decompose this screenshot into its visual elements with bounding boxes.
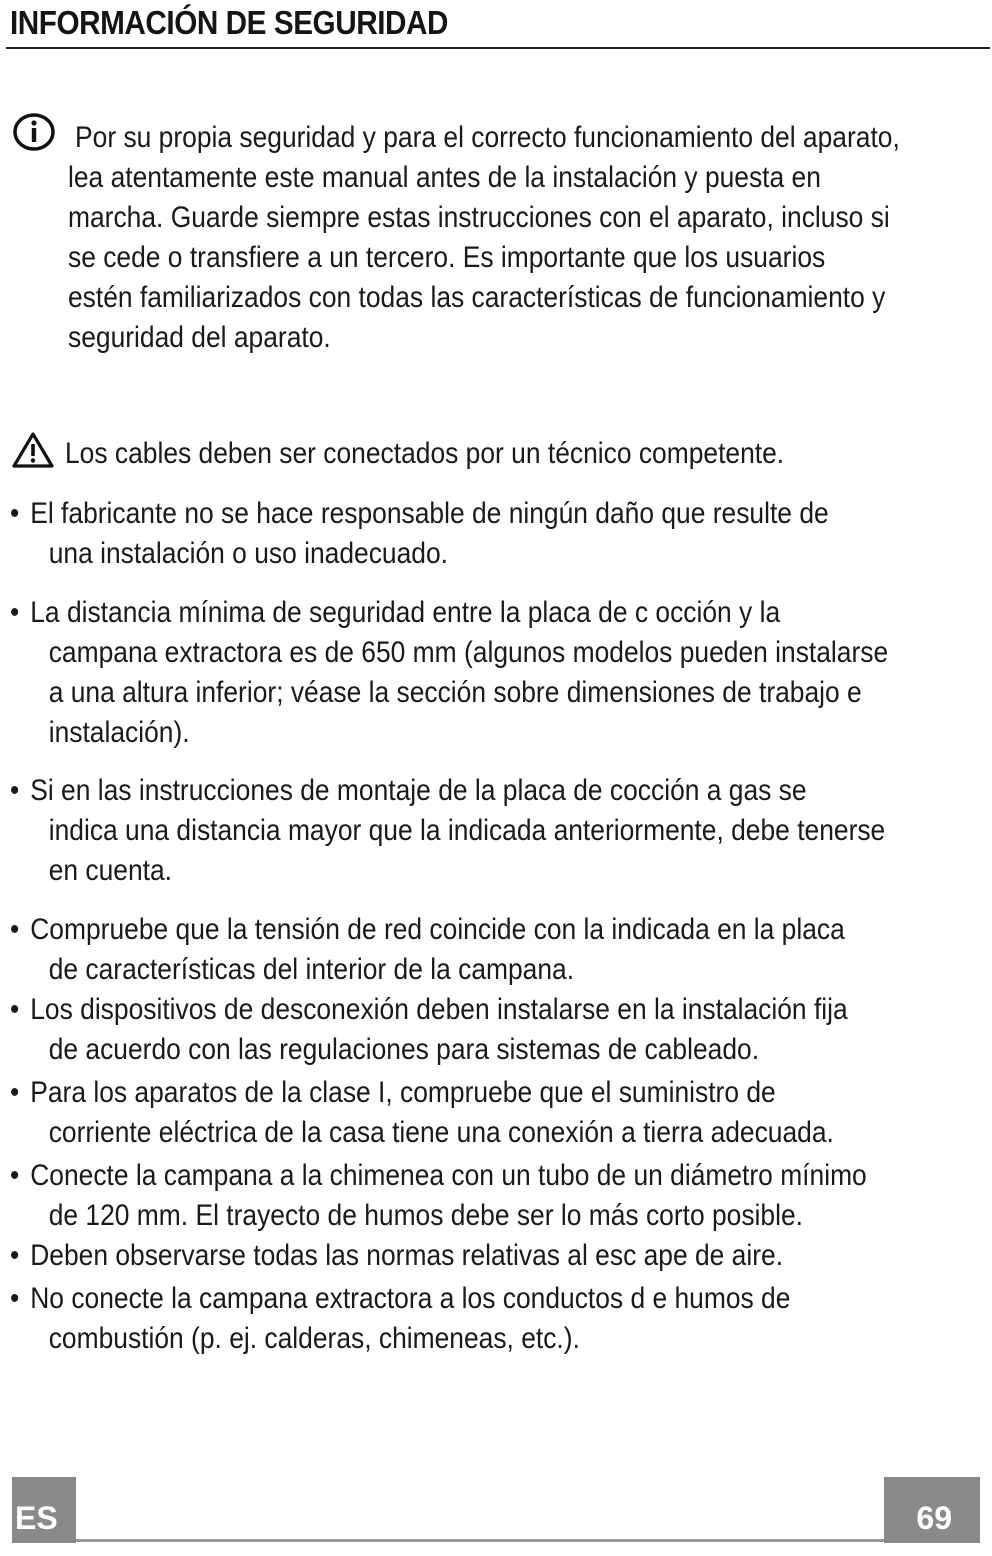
list-item-line: Los dispositivos de desconexión deben instalarse en la instalación fija <box>30 993 848 1026</box>
list-item-line: en cuenta. <box>48 854 173 887</box>
list-item-line: instalación). <box>48 716 190 749</box>
page-number-tab <box>884 1477 980 1543</box>
footer-divider <box>76 1539 884 1542</box>
intro-line: lea atentamente este manual antes de la instalación y puesta en <box>68 161 821 194</box>
list-item-line: indica una distancia mayor que la indicada anteriormente, debe tenerse <box>48 814 886 847</box>
list-item-line: de 120 mm. El trayecto de humos debe ser lo más corto posible. <box>48 1199 803 1232</box>
list-item <box>10 593 888 753</box>
list-item <box>10 494 829 574</box>
page-number: 69 <box>916 1500 952 1536</box>
warning-text: Los cables deben ser conectados por un técnico competente. <box>65 437 785 470</box>
bullet-icon: • <box>10 913 20 946</box>
page-title: INFORMACIÓN DE SEGURIDAD <box>10 4 449 41</box>
list-item <box>10 1236 783 1276</box>
list-item-line: Compruebe que la tensión de red coincide con la indicada en la placa <box>30 913 845 946</box>
info-icon <box>12 112 56 152</box>
list-item <box>10 771 885 891</box>
list-item-line: Conecte la campana a la chimenea con un tubo de un diámetro mínimo <box>30 1159 867 1192</box>
bullet-icon: • <box>10 497 20 530</box>
bullet-icon: • <box>10 1076 20 1109</box>
list-item-line: campana extractora es de 650 mm (algunos modelos pueden instalarse <box>48 636 889 669</box>
intro-line: Por su propia seguridad y para el correcto funcionamiento del aparato, <box>75 121 900 154</box>
list-item-line: corriente eléctrica de la casa tiene una conexión a tierra adecuada. <box>48 1116 834 1149</box>
list-item-line: Para los aparatos de la clase I, compruebe que el suministro de <box>30 1076 776 1109</box>
intro-line: estén familiarizados con todas las características de funcionamiento y <box>68 281 886 314</box>
list-item-line: una instalación o uso inadecuado. <box>48 537 448 570</box>
list-item-line: Si en las instrucciones de montaje de la placa de cocción a gas se <box>30 774 807 807</box>
language-tab <box>12 1477 76 1543</box>
list-item-line: Deben observarse todas las normas relativas al esc ape de aire. <box>30 1239 784 1272</box>
list-item <box>10 990 848 1070</box>
warning-triangle-icon <box>11 431 55 469</box>
list-item <box>10 1073 834 1153</box>
bullet-icon: • <box>10 1239 20 1272</box>
bullet-icon: • <box>10 1159 20 1192</box>
list-item-line: de características del interior de la campana. <box>48 953 575 986</box>
list-item-line: de acuerdo con las regulaciones para sistemas de cableado. <box>48 1033 760 1066</box>
title-divider <box>6 47 990 49</box>
list-item-line: No conecte la campana extractora a los conductos d e humos de <box>30 1282 791 1315</box>
list-item-line: a una altura inferior; véase la sección sobre dimensiones de trabajo e <box>48 676 862 709</box>
list-item <box>10 1279 790 1359</box>
language-label: ES <box>15 1500 58 1536</box>
intro-paragraph <box>68 118 900 358</box>
list-item <box>10 1156 867 1236</box>
list-item-line: La distancia mínima de seguridad entre la placa de c occión y la <box>30 596 781 629</box>
bullet-icon: • <box>10 993 20 1026</box>
intro-line: marcha. Guarde siempre estas instrucciones con el aparato, incluso si <box>68 201 890 234</box>
bullet-icon: • <box>10 1282 20 1315</box>
bullet-icon: • <box>10 596 20 629</box>
list-item-line: El fabricante no se hace responsable de ningún daño que resulte de <box>30 497 829 530</box>
intro-line: seguridad del aparato. <box>68 321 331 354</box>
list-item <box>10 910 845 990</box>
list-item-line: combustión (p. ej. calderas, chimeneas, etc.). <box>48 1322 580 1355</box>
bullet-icon: • <box>10 774 20 807</box>
intro-line: se cede o transfiere a un tercero. Es importante que los usuarios <box>68 241 826 274</box>
